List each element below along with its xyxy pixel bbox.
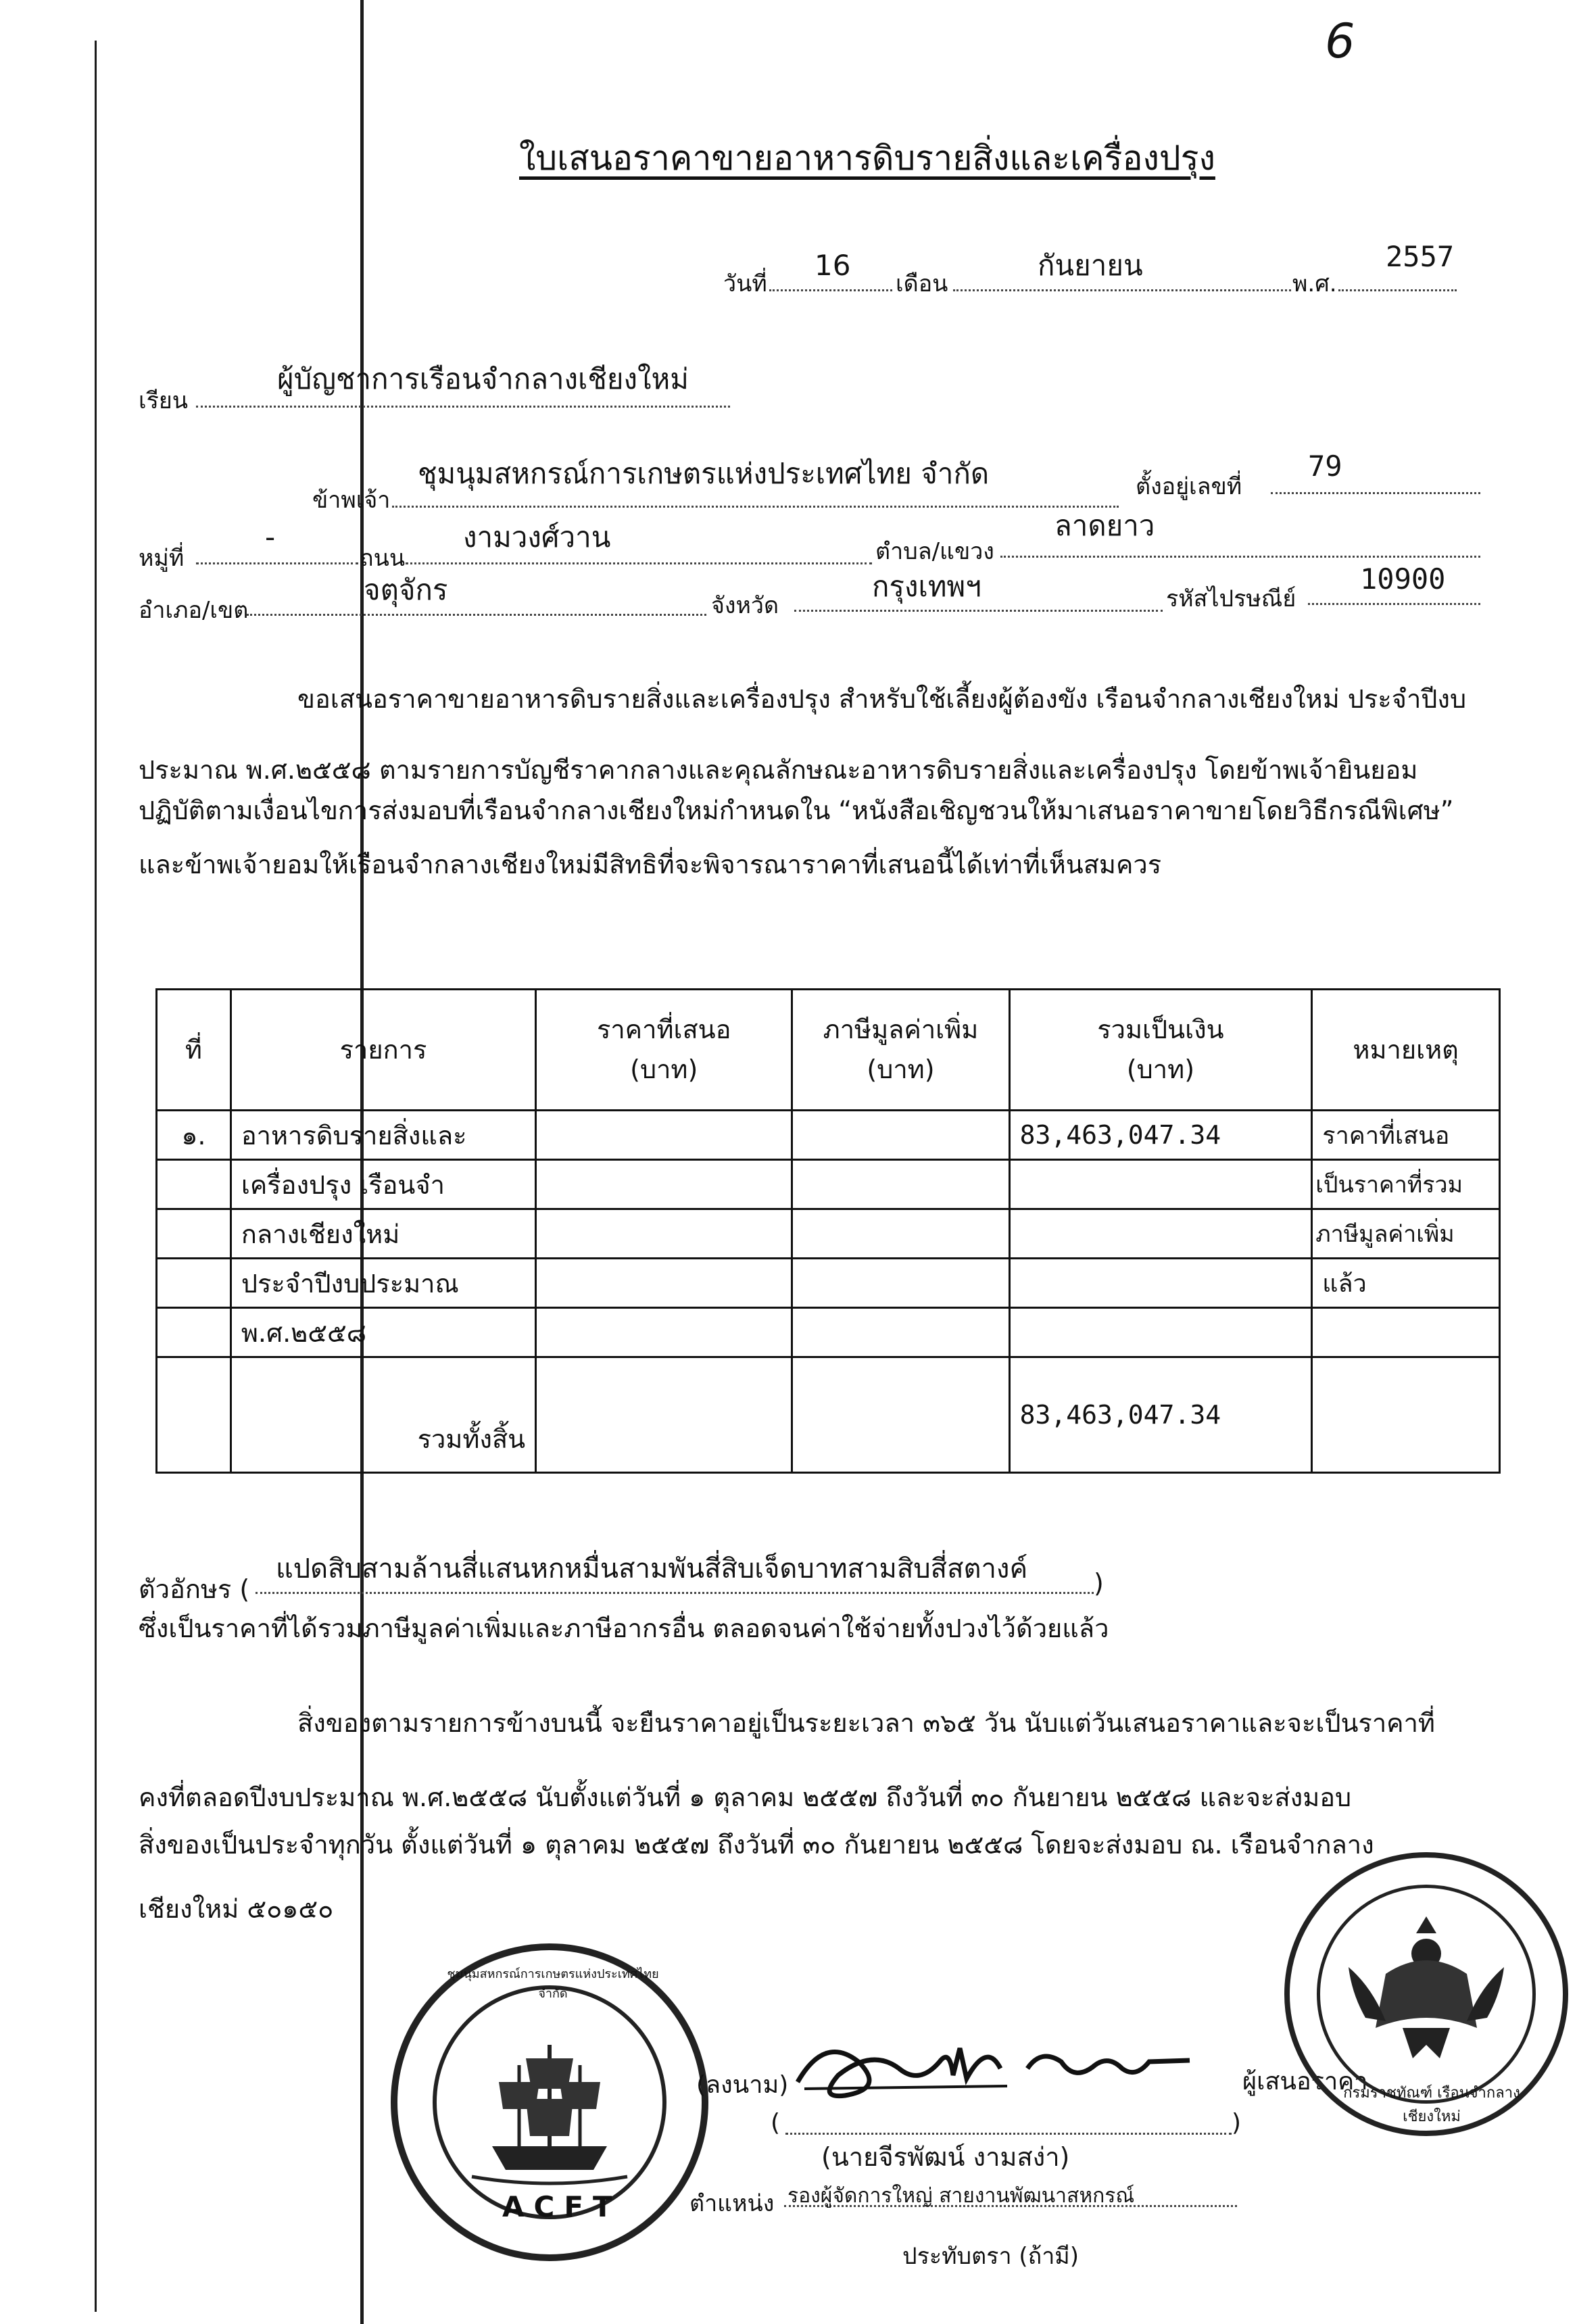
company-name: ชุมนุมสหกรณ์การเกษตรแห่งประเทศไทย จำกัด xyxy=(418,457,990,490)
row-remark: ภาษีมูลค่าเพิ่ม xyxy=(1312,1209,1500,1259)
subdistrict-label: ตำบล/แขวง xyxy=(875,538,994,565)
moo-value: - xyxy=(265,521,276,554)
table-row xyxy=(157,1259,1500,1308)
month-value: กันยายน xyxy=(1038,249,1143,282)
name-dots xyxy=(785,2133,1232,2135)
row-price xyxy=(536,1259,792,1308)
position-value: รองผู้จัดการใหญ่ สายงานพัฒนาสหกรณ์ xyxy=(787,2184,1135,2208)
table-header-row xyxy=(157,990,1500,1111)
day-value: 16 xyxy=(815,249,851,282)
row-price xyxy=(536,1111,792,1160)
name-open-paren: ( xyxy=(771,2109,781,2137)
name-close-paren: ) xyxy=(1232,2109,1242,2137)
district-label: อำเภอ/เขต xyxy=(139,597,249,624)
row-item: เครื่องปรุง เรือนจำ xyxy=(231,1160,535,1209)
grand-total-label: รวมทั้งสิ้น xyxy=(231,1357,535,1473)
row-no xyxy=(157,1308,231,1357)
intro-line-4: และข้าพเจ้ายอมให้เรือนจำกลางเชียงใหม่มีสิทธิที่จะพิจารณาราคาที่เสนอนี้ได้เท่าที่เห็นสมควร xyxy=(139,850,1162,879)
district-dots xyxy=(247,614,706,616)
header-price: ราคาที่เสนอ (บาท) xyxy=(536,990,792,1111)
row-vat xyxy=(792,1111,1009,1160)
vat-note: ซึ่งเป็นราคาที่ได้รวมภาษีมูลค่าเพิ่มและภาษีอากรอื่น ตลอดจนค่าใช้จ่ายทั้งปวงไว้ด้วยแล้ว xyxy=(139,1614,1109,1643)
header-no: ที่ xyxy=(157,990,231,1111)
row-vat xyxy=(792,1308,1009,1357)
row-remark: เป็นราคาที่รวม xyxy=(1312,1160,1500,1209)
signatory-name: (นายจีรพัฒน์ งามสง่า) xyxy=(821,2142,1070,2172)
header-total: รวมเป็นเงิน (บาท) xyxy=(1009,990,1312,1111)
day-label: วันที่ xyxy=(723,270,767,297)
company-seal-text: ชุมนุมสหกรณ์การเกษตรแห่งประเทศไทย จำกัด xyxy=(447,1967,659,2001)
row-no xyxy=(157,1259,231,1308)
table-row xyxy=(157,1111,1500,1160)
header-remark: หมายเหตุ xyxy=(1312,990,1500,1111)
house-no-label: ตั้งอยู่เลขที่ xyxy=(1136,473,1242,500)
validity-line-4: เชียงใหม่ ๕๐๑๕๐ xyxy=(139,1894,334,1924)
total-price xyxy=(536,1357,792,1473)
header-vat: ภาษีมูลค่าเพิ่ม (บาท) xyxy=(792,990,1009,1111)
month-label: เดือน xyxy=(896,270,948,297)
subdistrict-value: ลาดยาว xyxy=(1054,509,1155,542)
postcode-value: 10900 xyxy=(1360,562,1446,596)
company-seal-abbrev: ACFT xyxy=(502,2190,622,2223)
total-vat xyxy=(792,1357,1009,1473)
row-total xyxy=(1009,1160,1312,1209)
row-price xyxy=(536,1209,792,1259)
moo-dots xyxy=(196,562,358,564)
road-dots xyxy=(406,562,872,564)
page-mark: 6 xyxy=(1325,14,1355,69)
row-vat xyxy=(792,1160,1009,1209)
row-no xyxy=(157,1160,231,1209)
postcode-label: รหัสไปรษณีย์ xyxy=(1166,585,1296,612)
row-item: พ.ศ.๒๕๕๘ xyxy=(231,1308,535,1357)
sign-label: (ลงนาม) xyxy=(696,2071,789,2099)
amount-words-close: ) xyxy=(1094,1568,1104,1598)
row-no xyxy=(157,1209,231,1259)
price-table xyxy=(155,988,1501,1474)
total-remark xyxy=(1312,1357,1500,1473)
row-remark: แล้ว xyxy=(1312,1259,1500,1308)
row-total xyxy=(1009,1259,1312,1308)
signature-scribble xyxy=(784,2021,1203,2109)
row-price xyxy=(536,1308,792,1357)
company-dots xyxy=(392,506,1119,508)
row-remark: ราคาที่เสนอ xyxy=(1312,1111,1500,1160)
year-dots xyxy=(1338,289,1457,291)
amount-words-label: ตัวอักษร ( xyxy=(139,1574,250,1604)
subdistrict-dots xyxy=(1000,556,1480,558)
document-title: ใบเสนอราคาขายอาหารดิบรายสิ่งและเครื่องปรุง xyxy=(519,139,1215,178)
row-vat xyxy=(792,1259,1009,1308)
province-label: จังหวัด xyxy=(711,592,779,619)
intro-line-2: ประมาณ พ.ศ.๒๕๕๘ ตามรายการบัญชีราคากลางและคุณลักษณะอาหารดิบรายสิ่งและเครื่องปรุง โดยข้าพเจ้ายินยอม xyxy=(139,755,1418,785)
year-value: 2557 xyxy=(1386,240,1455,273)
month-dots xyxy=(953,289,1291,291)
road-label: ถนน xyxy=(360,545,406,572)
department-seal-text: กรมราชทัณฑ์ เรือนจำกลางเชียงใหม่ xyxy=(1343,2085,1520,2125)
grand-total-value: 83,463,047.34 xyxy=(1009,1357,1312,1473)
validity-line-1: สิ่งของตามรายการข้างบนนี้ จะยืนราคาอยู่เป็นระยะเวลา ๓๖๕ วัน นับแต่วันเสนอราคาและจะเป็นราคาที่ xyxy=(297,1708,1435,1738)
year-label: พ.ศ. xyxy=(1292,270,1337,297)
seal-note: ประทับตรา (ถ้ามี) xyxy=(902,2243,1079,2270)
row-remark xyxy=(1312,1308,1500,1357)
postcode-dots xyxy=(1308,603,1480,605)
row-total xyxy=(1009,1209,1312,1259)
house-no-dots xyxy=(1271,492,1480,494)
row-price xyxy=(536,1160,792,1209)
recipient-dots xyxy=(196,406,730,408)
table-row xyxy=(157,1209,1500,1259)
row-item: อาหารดิบรายสิ่งและ xyxy=(231,1111,535,1160)
department-seal xyxy=(1284,1852,1568,2136)
total-no xyxy=(157,1357,231,1473)
amount-words-dots xyxy=(256,1592,1094,1594)
validity-line-2: คงที่ตลอดปีงบประมาณ พ.ศ.๒๕๕๘ นับตั้งแต่วันที่ ๑ ตุลาคม ๒๕๕๗ ถึงวันที่ ๓๐ กันยายน ๒๕๕๘ และจะส่งมอบ xyxy=(139,1783,1352,1812)
table-row xyxy=(157,1308,1500,1357)
scan-edge-line xyxy=(95,41,97,2312)
row-item: ประจำปีงบประมาณ xyxy=(231,1259,535,1308)
row-no: ๑. xyxy=(157,1111,231,1160)
table-total-row xyxy=(157,1357,1500,1473)
row-item: กลางเชียงใหม่ xyxy=(231,1209,535,1259)
recipient-value: ผู้บัญชาการเรือนจำกลางเชียงใหม่ xyxy=(277,362,689,395)
position-label: ตำแหน่ง xyxy=(689,2190,775,2217)
road-value: งามวงศ์วาน xyxy=(463,521,611,554)
row-total xyxy=(1009,1308,1312,1357)
row-total: 83,463,047.34 xyxy=(1009,1111,1312,1160)
header-item: รายการ xyxy=(231,990,535,1111)
company-seal xyxy=(391,1943,708,2261)
intro-line-1: ขอเสนอราคาขายอาหารดิบรายสิ่งและเครื่องปรุง สำหรับใช้เลี้ยงผู้ต้องขัง เรือนจำกลางเชียงใหม่ ประจำปีงบ xyxy=(297,684,1467,714)
district-value: จตุจักร xyxy=(364,573,448,606)
company-label: ข้าพเจ้า xyxy=(312,487,391,514)
province-value: กรุงเทพฯ xyxy=(872,570,981,603)
table-row xyxy=(157,1160,1500,1209)
amount-words-value: แปดสิบสามล้านสี่แสนหกหมื่นสามพันสี่สิบเจ็ดบาทสามสิบสี่สตางค์ xyxy=(276,1553,1028,1584)
house-no-value: 79 xyxy=(1308,450,1342,483)
row-vat xyxy=(792,1209,1009,1259)
moo-label: หมู่ที่ xyxy=(139,545,185,572)
proposer-label: ผู้เสนอราคา xyxy=(1242,2068,1368,2096)
province-dots xyxy=(794,610,1163,612)
recipient-label: เรียน xyxy=(139,387,189,414)
intro-line-3: ปฏิบัติตามเงื่อนไขการส่งมอบที่เรือนจำกลางเชียงใหม่กำหนดใน “หนังสือเชิญชวนให้มาเสนอราคาขายโดยวิธีกรณีพิเศษ” xyxy=(139,796,1454,825)
day-dots xyxy=(769,289,892,291)
validity-line-3: สิ่งของเป็นประจำทุกวัน ตั้งแต่วันที่ ๑ ตุลาคม ๒๕๕๗ ถึงวันที่ ๓๐ กันยายน ๒๕๕๘ โดยจะส่งมอบ ณ. เรือนจำกลาง xyxy=(139,1830,1374,1860)
